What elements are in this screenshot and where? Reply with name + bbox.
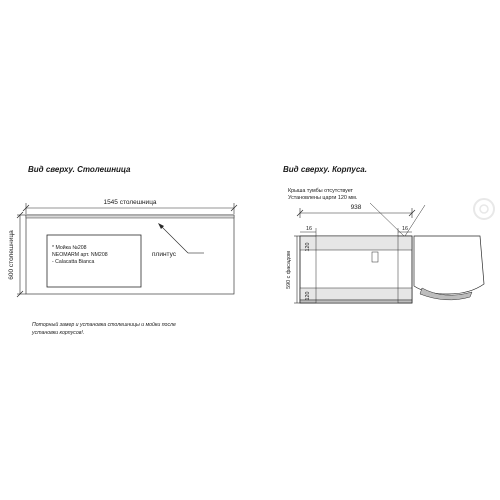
back-rail <box>300 236 412 250</box>
cabinet-note-1: Крыша тумбы отсутствует <box>288 188 354 194</box>
cabinet-depth-label: 590 с фасадом <box>286 251 292 289</box>
front-rail <box>300 288 412 300</box>
cabinet-depth-dimension <box>294 236 300 303</box>
watermark-mark <box>474 199 494 219</box>
note-leader <box>370 203 404 236</box>
countertop-height-dimension <box>17 212 26 297</box>
plinth-leader <box>158 223 204 253</box>
note-leader-right <box>405 205 425 236</box>
countertop-width-label: 1545 столешница <box>103 199 157 206</box>
sink-note-2: NEOMARM арт. NM208 <box>52 252 108 258</box>
cabinet-note-2: Установлены царги 120 мм. <box>288 195 358 201</box>
cabinet-facade <box>300 300 412 303</box>
drain-mark <box>372 252 378 262</box>
left-title: Вид сверху. Столешница <box>28 165 131 174</box>
right-title: Вид сверху. Корпуса. <box>283 165 367 174</box>
bottom-rail-label: 120 <box>305 291 311 301</box>
sink-note-1: * Мойка №208 <box>52 245 87 251</box>
adjacent-curved-cabinet <box>414 236 484 300</box>
plinth-label: плинтус <box>152 251 177 258</box>
footnote-line-1: Поторный замер и установка столешницы и мойки после <box>32 322 176 328</box>
top-rail-label: 120 <box>305 242 311 252</box>
cabinet-width-label: 938 <box>350 204 362 211</box>
countertop-height-label: 600 столешница <box>8 230 15 280</box>
plinth-strip <box>26 215 234 218</box>
left-gap-label: 16 <box>306 226 312 232</box>
sink-note-3: - Calacatta Bianca <box>52 259 95 265</box>
right-gap-label: 16 <box>402 226 408 232</box>
footnote-line-2: установки корпусов!. <box>32 330 85 336</box>
